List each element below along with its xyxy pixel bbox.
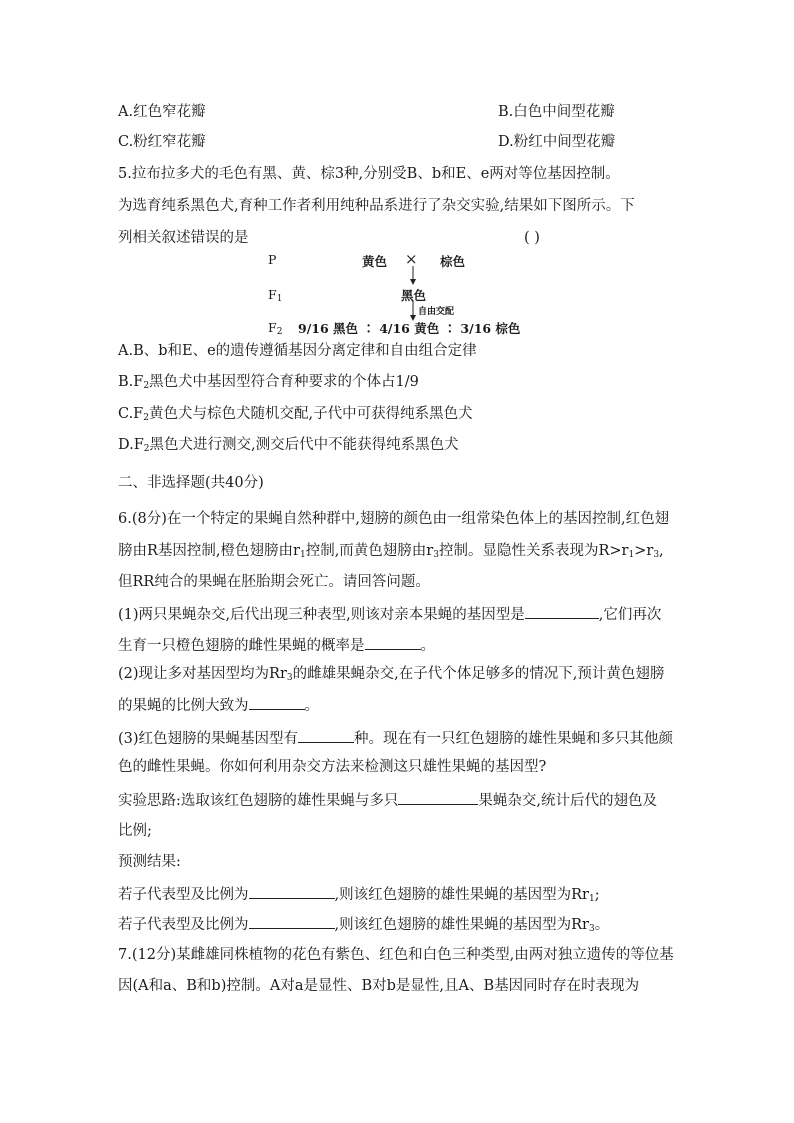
prediction-result1: 若子代表型及比例为 ,则该红色翅膀的雄性果蝇的基因型为$Rr_1$; <box>118 883 600 905</box>
prediction-label: 预测结果: <box>118 854 181 870</box>
q7-stem-line1: 7.(12分)某雌雄同株植物的花色有紫色、红色和白色三种类型,由两对独立遗传的等位基 <box>118 947 674 963</box>
q5-option-d: $D.F_2$黑色犬进行测交,测交后代中不能获得纯系黑色犬 <box>118 437 459 454</box>
p-parent-brown: 棕色 <box>440 254 466 269</box>
answer-blank[interactable] <box>249 913 335 929</box>
answer-blank[interactable] <box>398 789 478 805</box>
arrow-down-icon <box>409 266 417 286</box>
section-title: 二、非选择题(共40分) <box>118 475 264 491</box>
answer-blank[interactable] <box>525 603 599 619</box>
q5-option-b: $B.F_2$黑色犬中基因型符合育种要求的个体占1/9 <box>118 374 419 391</box>
q6-part3-line2: 色的雌性果蝇。你如何利用杂交方法来检测这只雄性果蝇的基因型? <box>118 759 547 775</box>
q5-option-a: A.B、b和E、e的遗传遵循基因分离定律和自由组合定律 <box>118 343 477 359</box>
answer-blank[interactable] <box>249 883 335 899</box>
q6-part3-line1: (3)红色翅膀的果蝇基因型有 种。现在有一只红色翅膀的雄性果蝇和多只其他颜 <box>118 727 673 749</box>
q6-stem-line1: 6.(8分)在一个特定的果蝇自然种群中,翅膀的颜色由一组常染色体上的基因控制,红色翅 <box>118 511 670 527</box>
q4-option-c: C.粉红窄花瓣 <box>118 134 206 150</box>
f2-result-ratio: 9/16 黑色 ∶ 4/16 黄色 ∶ 3/16 棕色 <box>298 321 521 336</box>
experiment-idea-line2: 比例; <box>118 823 152 839</box>
cross-symbol: × <box>405 250 418 268</box>
q4-option-b: B.白色中间型花瓣 <box>498 104 615 120</box>
q6-part1-line1: (1)两只果蝇杂交,后代出现三种表型,则该对亲本果蝇的基因型是 ,它们再次 <box>118 603 661 625</box>
f2-generation-label: $F_2$ <box>268 320 283 337</box>
q5-option-c: $C.F_2$黄色犬与棕色犬随机交配,子代中可获得纯系黑色犬 <box>118 406 473 423</box>
q6-stem-line3: 但RR纯合的果蝇在胚胎期会死亡。请回答问题。 <box>118 574 430 590</box>
q5-stem-line3: 列相关叙述错误的是 <box>118 230 249 246</box>
answer-blank[interactable] <box>298 727 354 743</box>
free-mating-label: 自由交配 <box>418 307 455 317</box>
q5-stem-line2: 为选育纯系黑色犬,育种工作者利用纯种品系进行了杂交实验,结果如下图所示。下 <box>118 198 635 214</box>
f1-generation-label: $F_1$ <box>268 287 283 304</box>
q4-option-d: D.粉红中间型花瓣 <box>498 134 616 150</box>
q6-part2-line1: (2)现让多对基因型均为$Rr_3$的雌雄果蝇杂交,在子代个体足够多的情况下,预计黄色翅膀 <box>118 666 665 683</box>
p-generation-label: P <box>268 252 277 267</box>
p-parent-yellow: 黄色 <box>362 254 388 269</box>
q5-answer-paren: ( ) <box>524 230 540 246</box>
q6-part1-line2: 生育一只橙色翅膀的雌性果蝇的概率是 。 <box>118 634 435 656</box>
f1-result: 黑色 <box>401 288 427 303</box>
q4-option-a: A.红色窄花瓣 <box>118 104 206 120</box>
prediction-result2: 若子代表型及比例为 ,则该红色翅膀的雄性果蝇的基因型为$Rr_3$。 <box>118 913 609 935</box>
q7-stem-line2: 因(A和a、B和b)控制。A对a是显性、B对b是显性,且A、B基因同时存在时表现为 <box>118 978 640 994</box>
q6-stem-line2: 膀由R基因控制,橙色翅膀由$r_1$控制,而黄色翅膀由$r_3$控制。显隐性关系表现为$R>r_1>r_3$, <box>118 543 664 560</box>
experiment-idea-line1: 实验思路:选取该红色翅膀的雄性果蝇与多只 果蝇杂交,统计后代的翅色及 <box>118 789 657 811</box>
q5-stem-line1: 5.拉布拉多犬的毛色有黑、黄、棕3种,分别受B、b和E、e两对等位基因控制。 <box>118 166 620 182</box>
answer-blank[interactable] <box>249 694 305 710</box>
q6-part2-line2: 的果蝇的比例大致为 。 <box>118 694 319 716</box>
answer-blank[interactable] <box>365 634 421 650</box>
